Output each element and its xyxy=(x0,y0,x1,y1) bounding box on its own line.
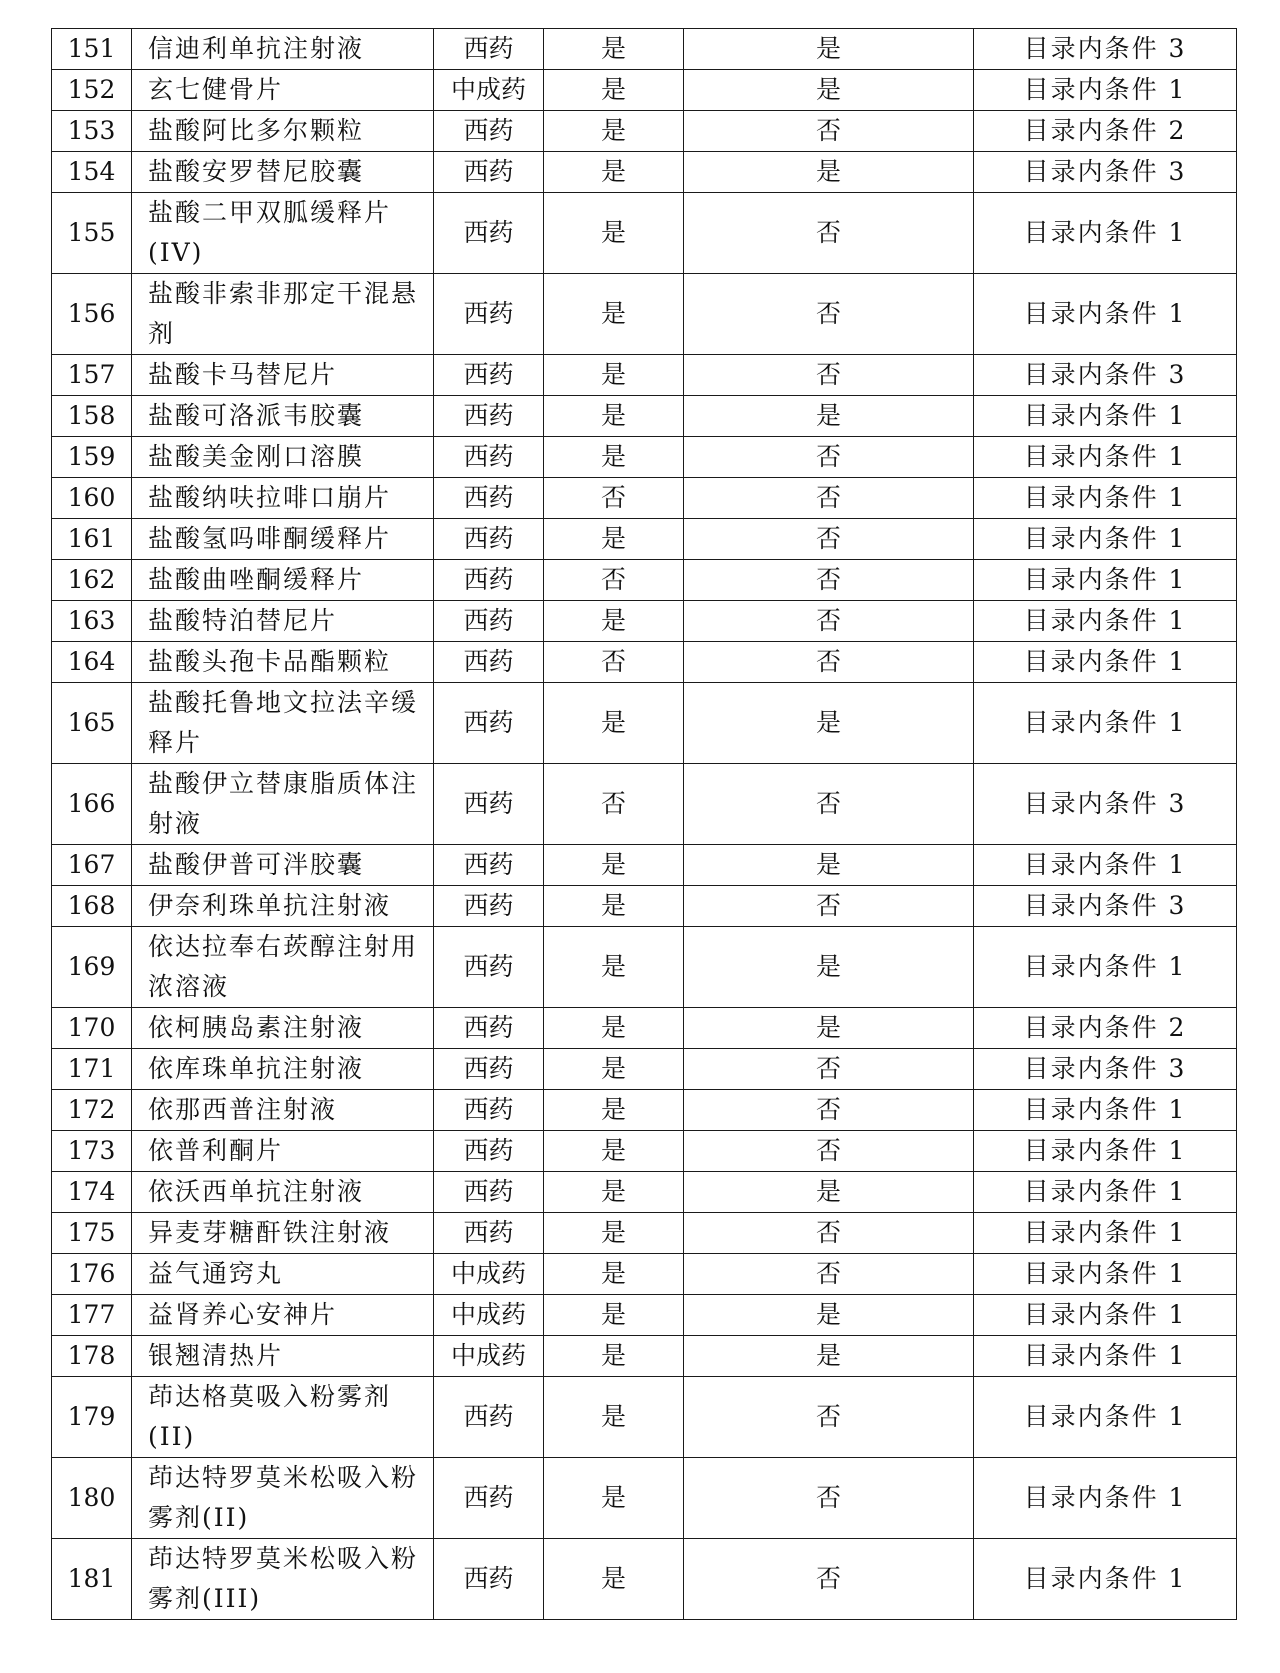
flag-b: 是 xyxy=(684,683,974,764)
table-row xyxy=(52,1254,1237,1295)
row-number: 171 xyxy=(52,1049,132,1090)
row-number: 179 xyxy=(52,1377,132,1458)
flag-b: 是 xyxy=(684,1295,974,1336)
drug-type: 西药 xyxy=(434,683,544,764)
flag-a: 是 xyxy=(544,193,684,274)
row-number: 155 xyxy=(52,193,132,274)
flag-a: 是 xyxy=(544,519,684,560)
drug-type: 西药 xyxy=(434,519,544,560)
table-row xyxy=(52,1090,1237,1131)
flag-a: 是 xyxy=(544,1336,684,1377)
table-row xyxy=(52,764,1237,845)
condition: 目录内条件 2 xyxy=(974,1008,1237,1049)
drug-type: 西药 xyxy=(434,152,544,193)
drug-name: 盐酸托鲁地文拉法辛缓释片 xyxy=(132,683,434,764)
flag-a: 是 xyxy=(544,1049,684,1090)
flag-a: 是 xyxy=(544,396,684,437)
drug-name: 益肾养心安神片 xyxy=(132,1295,434,1336)
condition: 目录内条件 1 xyxy=(974,845,1237,886)
drug-type: 西药 xyxy=(434,845,544,886)
drug-type: 中成药 xyxy=(434,1295,544,1336)
table-row xyxy=(52,1539,1237,1620)
flag-a: 是 xyxy=(544,70,684,111)
row-number: 158 xyxy=(52,396,132,437)
flag-a: 否 xyxy=(544,560,684,601)
drug-type: 西药 xyxy=(434,764,544,845)
flag-b: 否 xyxy=(684,193,974,274)
condition: 目录内条件 1 xyxy=(974,396,1237,437)
flag-b: 是 xyxy=(684,396,974,437)
drug-type: 西药 xyxy=(434,1131,544,1172)
flag-a: 是 xyxy=(544,1090,684,1131)
drug-type: 西药 xyxy=(434,1090,544,1131)
condition: 目录内条件 1 xyxy=(974,437,1237,478)
drug-name: 依那西普注射液 xyxy=(132,1090,434,1131)
drug-type: 西药 xyxy=(434,1539,544,1620)
row-number: 152 xyxy=(52,70,132,111)
table-row xyxy=(52,396,1237,437)
row-number: 172 xyxy=(52,1090,132,1131)
drug-name: 益气通窍丸 xyxy=(132,1254,434,1295)
table-row xyxy=(52,1377,1237,1458)
drug-type: 西药 xyxy=(434,1172,544,1213)
drug-type: 西药 xyxy=(434,437,544,478)
row-number: 180 xyxy=(52,1458,132,1539)
row-number: 159 xyxy=(52,437,132,478)
flag-a: 是 xyxy=(544,111,684,152)
table-row xyxy=(52,1336,1237,1377)
drug-name: 信迪利单抗注射液 xyxy=(132,29,434,70)
flag-b: 是 xyxy=(684,845,974,886)
table-row xyxy=(52,193,1237,274)
condition: 目录内条件 3 xyxy=(974,886,1237,927)
flag-b: 否 xyxy=(684,111,974,152)
table-body xyxy=(52,29,1237,1620)
table-row xyxy=(52,1131,1237,1172)
drug-type: 西药 xyxy=(434,560,544,601)
flag-a: 是 xyxy=(544,1008,684,1049)
drug-name: 盐酸头孢卡品酯颗粒 xyxy=(132,642,434,683)
flag-b: 否 xyxy=(684,560,974,601)
condition: 目录内条件 1 xyxy=(974,1336,1237,1377)
condition: 目录内条件 1 xyxy=(974,601,1237,642)
table-row xyxy=(52,927,1237,1008)
drug-type: 西药 xyxy=(434,1377,544,1458)
drug-name: 盐酸卡马替尼片 xyxy=(132,355,434,396)
table-row xyxy=(52,845,1237,886)
table-row xyxy=(52,560,1237,601)
table-row xyxy=(52,519,1237,560)
drug-type: 西药 xyxy=(434,29,544,70)
table-row xyxy=(52,1213,1237,1254)
drug-name: 盐酸二甲双胍缓释片(IV) xyxy=(132,193,434,274)
flag-b: 否 xyxy=(684,1254,974,1295)
row-number: 168 xyxy=(52,886,132,927)
drug-type: 西药 xyxy=(434,601,544,642)
flag-b: 是 xyxy=(684,1172,974,1213)
condition: 目录内条件 1 xyxy=(974,1295,1237,1336)
table-row xyxy=(52,437,1237,478)
row-number: 175 xyxy=(52,1213,132,1254)
flag-b: 否 xyxy=(684,1049,974,1090)
condition: 目录内条件 1 xyxy=(974,519,1237,560)
table-row xyxy=(52,601,1237,642)
flag-b: 否 xyxy=(684,642,974,683)
table-row xyxy=(52,1008,1237,1049)
condition: 目录内条件 3 xyxy=(974,29,1237,70)
condition: 目录内条件 2 xyxy=(974,111,1237,152)
condition: 目录内条件 1 xyxy=(974,1213,1237,1254)
drug-name: 依库珠单抗注射液 xyxy=(132,1049,434,1090)
condition: 目录内条件 1 xyxy=(974,478,1237,519)
flag-a: 是 xyxy=(544,1254,684,1295)
drug-type: 西药 xyxy=(434,886,544,927)
row-number: 177 xyxy=(52,1295,132,1336)
drug-name: 盐酸伊立替康脂质体注射液 xyxy=(132,764,434,845)
drug-type: 西药 xyxy=(434,1049,544,1090)
row-number: 163 xyxy=(52,601,132,642)
row-number: 154 xyxy=(52,152,132,193)
condition: 目录内条件 1 xyxy=(974,1458,1237,1539)
flag-b: 否 xyxy=(684,1377,974,1458)
table-row xyxy=(52,152,1237,193)
flag-a: 否 xyxy=(544,642,684,683)
table-row xyxy=(52,642,1237,683)
row-number: 167 xyxy=(52,845,132,886)
flag-b: 否 xyxy=(684,519,974,560)
drug-name: 盐酸安罗替尼胶囊 xyxy=(132,152,434,193)
drug-name: 盐酸阿比多尔颗粒 xyxy=(132,111,434,152)
drug-type: 西药 xyxy=(434,396,544,437)
condition: 目录内条件 1 xyxy=(974,1254,1237,1295)
condition: 目录内条件 1 xyxy=(974,193,1237,274)
flag-b: 否 xyxy=(684,478,974,519)
drug-name: 银翘清热片 xyxy=(132,1336,434,1377)
drug-type: 西药 xyxy=(434,1008,544,1049)
table-row xyxy=(52,1295,1237,1336)
row-number: 181 xyxy=(52,1539,132,1620)
drug-type: 西药 xyxy=(434,642,544,683)
drug-name: 依普利酮片 xyxy=(132,1131,434,1172)
flag-a: 是 xyxy=(544,1172,684,1213)
flag-a: 否 xyxy=(544,478,684,519)
drug-name: 茚达特罗莫米松吸入粉雾剂(III) xyxy=(132,1539,434,1620)
flag-b: 否 xyxy=(684,764,974,845)
row-number: 170 xyxy=(52,1008,132,1049)
row-number: 178 xyxy=(52,1336,132,1377)
row-number: 162 xyxy=(52,560,132,601)
flag-b: 否 xyxy=(684,1131,974,1172)
table-row xyxy=(52,1172,1237,1213)
flag-a: 是 xyxy=(544,683,684,764)
condition: 目录内条件 3 xyxy=(974,152,1237,193)
flag-a: 是 xyxy=(544,437,684,478)
drug-name: 盐酸可洛派韦胶囊 xyxy=(132,396,434,437)
drug-name: 伊奈利珠单抗注射液 xyxy=(132,886,434,927)
row-number: 176 xyxy=(52,1254,132,1295)
flag-b: 否 xyxy=(684,886,974,927)
flag-b: 是 xyxy=(684,927,974,1008)
drug-name: 茚达特罗莫米松吸入粉雾剂(II) xyxy=(132,1458,434,1539)
flag-a: 是 xyxy=(544,274,684,355)
flag-b: 是 xyxy=(684,1336,974,1377)
table-row xyxy=(52,355,1237,396)
table-row xyxy=(52,683,1237,764)
drug-type: 西药 xyxy=(434,478,544,519)
drug-name: 依沃西单抗注射液 xyxy=(132,1172,434,1213)
drug-type: 西药 xyxy=(434,355,544,396)
row-number: 160 xyxy=(52,478,132,519)
drug-name: 茚达格莫吸入粉雾剂(II) xyxy=(132,1377,434,1458)
row-number: 151 xyxy=(52,29,132,70)
drug-type: 西药 xyxy=(434,274,544,355)
flag-a: 是 xyxy=(544,1295,684,1336)
condition: 目录内条件 3 xyxy=(974,355,1237,396)
table-row xyxy=(52,1458,1237,1539)
condition: 目录内条件 1 xyxy=(974,1539,1237,1620)
table-row xyxy=(52,478,1237,519)
drug-name: 盐酸伊普可泮胶囊 xyxy=(132,845,434,886)
drug-type: 西药 xyxy=(434,111,544,152)
flag-b: 否 xyxy=(684,355,974,396)
flag-a: 是 xyxy=(544,601,684,642)
table-row xyxy=(52,1049,1237,1090)
drug-name: 依达拉奉右莰醇注射用浓溶液 xyxy=(132,927,434,1008)
condition: 目录内条件 1 xyxy=(974,1172,1237,1213)
drug-type: 中成药 xyxy=(434,1254,544,1295)
row-number: 157 xyxy=(52,355,132,396)
flag-a: 是 xyxy=(544,1458,684,1539)
flag-b: 否 xyxy=(684,274,974,355)
row-number: 169 xyxy=(52,927,132,1008)
drug-name: 盐酸特泊替尼片 xyxy=(132,601,434,642)
row-number: 166 xyxy=(52,764,132,845)
table-row xyxy=(52,70,1237,111)
condition: 目录内条件 1 xyxy=(974,560,1237,601)
condition: 目录内条件 3 xyxy=(974,1049,1237,1090)
flag-b: 是 xyxy=(684,70,974,111)
flag-b: 是 xyxy=(684,1008,974,1049)
drug-type: 西药 xyxy=(434,927,544,1008)
flag-b: 是 xyxy=(684,29,974,70)
flag-b: 否 xyxy=(684,1213,974,1254)
flag-a: 是 xyxy=(544,1539,684,1620)
row-number: 173 xyxy=(52,1131,132,1172)
row-number: 161 xyxy=(52,519,132,560)
flag-a: 是 xyxy=(544,927,684,1008)
condition: 目录内条件 1 xyxy=(974,683,1237,764)
drug-name: 异麦芽糖酐铁注射液 xyxy=(132,1213,434,1254)
condition: 目录内条件 1 xyxy=(974,1090,1237,1131)
flag-a: 是 xyxy=(544,1131,684,1172)
drug-type: 西药 xyxy=(434,1458,544,1539)
flag-a: 是 xyxy=(544,355,684,396)
flag-b: 否 xyxy=(684,1458,974,1539)
condition: 目录内条件 1 xyxy=(974,1377,1237,1458)
drug-name: 盐酸氢吗啡酮缓释片 xyxy=(132,519,434,560)
flag-a: 是 xyxy=(544,1377,684,1458)
drug-name: 盐酸曲唑酮缓释片 xyxy=(132,560,434,601)
table-row xyxy=(52,886,1237,927)
row-number: 165 xyxy=(52,683,132,764)
table-row xyxy=(52,111,1237,152)
row-number: 174 xyxy=(52,1172,132,1213)
condition: 目录内条件 3 xyxy=(974,764,1237,845)
drug-name: 玄七健骨片 xyxy=(132,70,434,111)
flag-b: 是 xyxy=(684,152,974,193)
drug-name: 盐酸美金刚口溶膜 xyxy=(132,437,434,478)
drug-name: 盐酸非索非那定干混悬剂 xyxy=(132,274,434,355)
flag-b: 否 xyxy=(684,1090,974,1131)
drug-list-table xyxy=(51,28,1237,1620)
drug-type: 西药 xyxy=(434,193,544,274)
flag-b: 否 xyxy=(684,1539,974,1620)
row-number: 164 xyxy=(52,642,132,683)
flag-a: 是 xyxy=(544,29,684,70)
condition: 目录内条件 1 xyxy=(974,1131,1237,1172)
condition: 目录内条件 1 xyxy=(974,274,1237,355)
flag-a: 是 xyxy=(544,152,684,193)
condition: 目录内条件 1 xyxy=(974,927,1237,1008)
condition: 目录内条件 1 xyxy=(974,642,1237,683)
flag-b: 否 xyxy=(684,601,974,642)
flag-a: 否 xyxy=(544,764,684,845)
row-number: 156 xyxy=(52,274,132,355)
table-row xyxy=(52,29,1237,70)
flag-a: 是 xyxy=(544,886,684,927)
condition: 目录内条件 1 xyxy=(974,70,1237,111)
drug-type: 中成药 xyxy=(434,1336,544,1377)
flag-a: 是 xyxy=(544,845,684,886)
flag-a: 是 xyxy=(544,1213,684,1254)
drug-type: 中成药 xyxy=(434,70,544,111)
table-row xyxy=(52,274,1237,355)
row-number: 153 xyxy=(52,111,132,152)
drug-name: 盐酸纳呋拉啡口崩片 xyxy=(132,478,434,519)
drug-type: 西药 xyxy=(434,1213,544,1254)
drug-name: 依柯胰岛素注射液 xyxy=(132,1008,434,1049)
flag-b: 否 xyxy=(684,437,974,478)
